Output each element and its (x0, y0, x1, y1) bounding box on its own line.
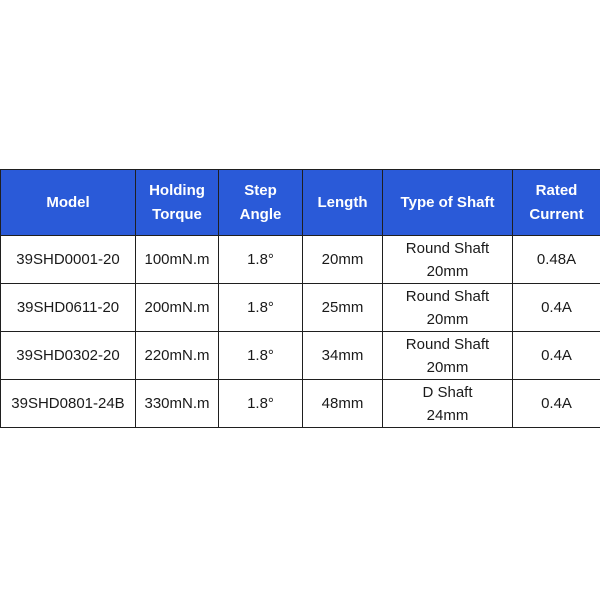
cell-length: 48mm (303, 380, 383, 428)
motor-spec-table (0, 169, 600, 428)
cell-length: 20mm (303, 236, 383, 284)
cell-holding-torque: 330mN.m (136, 380, 219, 428)
cell-model: 39SHD0611-20 (1, 284, 136, 332)
cell-step-angle: 1.8° (219, 284, 303, 332)
cell-holding-torque: 220mN.m (136, 332, 219, 380)
header-model: Model (1, 170, 136, 236)
header-type-of-shaft: Type of Shaft (383, 170, 513, 236)
cell-shaft-type: Round Shaft 20mm (383, 332, 513, 380)
cell-step-angle: 1.8° (219, 332, 303, 380)
cell-step-angle: 1.8° (219, 236, 303, 284)
cell-rated-current: 0.4A (513, 284, 600, 332)
table-row (1, 284, 600, 332)
cell-holding-torque: 200mN.m (136, 284, 219, 332)
cell-model: 39SHD0001-20 (1, 236, 136, 284)
cell-length: 34mm (303, 332, 383, 380)
cell-model: 39SHD0801-24B (1, 380, 136, 428)
header-length: Length (303, 170, 383, 236)
cell-rated-current: 0.4A (513, 380, 600, 428)
cell-model: 39SHD0302-20 (1, 332, 136, 380)
table-row (1, 236, 600, 284)
cell-shaft-type: D Shaft 24mm (383, 380, 513, 428)
cell-rated-current: 0.4A (513, 332, 600, 380)
cell-holding-torque: 100mN.m (136, 236, 219, 284)
cell-rated-current: 0.48A (513, 236, 600, 284)
table-row (1, 332, 600, 380)
cell-shaft-type: Round Shaft 20mm (383, 236, 513, 284)
header-holding-torque: Holding Torque (136, 170, 219, 236)
cell-length: 25mm (303, 284, 383, 332)
cell-shaft-type: Round Shaft 20mm (383, 284, 513, 332)
header-rated-current: Rated Current (513, 170, 600, 236)
header-step-angle: Step Angle (219, 170, 303, 236)
cell-step-angle: 1.8° (219, 380, 303, 428)
table-row (1, 380, 600, 428)
table-header-row (1, 170, 600, 236)
